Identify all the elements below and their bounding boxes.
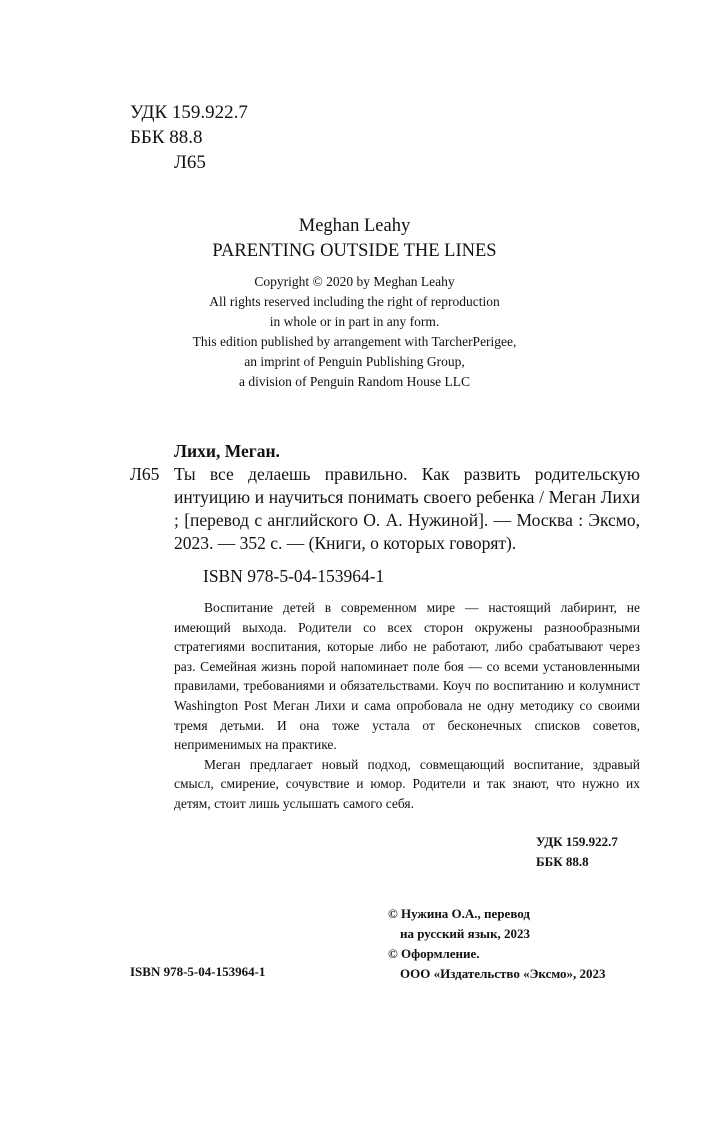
- classification-codes: [130, 100, 248, 175]
- copyright-line: All rights reserved including the right of reproduction: [209, 294, 500, 309]
- annotation-bbk: ББК 88.8: [536, 854, 589, 869]
- catalog-isbn: ISBN 978-5-04-153964-1: [203, 566, 385, 586]
- annotation-codes: [536, 832, 618, 872]
- original-author: Meghan Leahy: [298, 216, 411, 236]
- catalog-entry: [130, 463, 640, 555]
- catalog-description: Ты все делаешь правильно. Как развить родительскую интуицию и научиться понимать своего ребенка / Меган Лихи ; [перевод с английского О. А. Нужиной]. — Москва : Эксмо, 2023. — 352 с. — (Книги, о которых говорят).: [174, 464, 640, 553]
- design-copyright: © Оформление.: [388, 946, 480, 961]
- bbk-code: ББК 88.8: [130, 127, 203, 148]
- copyright-line: in whole or in part in any form.: [269, 314, 440, 329]
- author-code: Л65: [174, 152, 206, 173]
- translation-copyright-cont: на русский язык, 2023: [400, 926, 531, 941]
- original-edition: [0, 214, 709, 264]
- copyright-line: Copyright © 2020 by Meghan Leahy: [254, 274, 455, 289]
- annotation: [174, 598, 640, 814]
- annotation-paragraph: Меган предлагает новый подход, совмещающий воспитание, здравый смысл, смирение, сочувствие и юмор. Родители и так знают, что нужно их детям, стоит лишь услышать самого себя.: [174, 756, 640, 811]
- udk-code: УДК 159.922.7: [130, 102, 248, 123]
- imprint-notice: [388, 904, 606, 984]
- publisher-copyright: ООО «Издательство «Эксмо», 2023: [400, 966, 606, 981]
- catalog-record: [130, 440, 640, 588]
- annotation-udk: УДК 159.922.7: [536, 834, 618, 849]
- original-title: PARENTING OUTSIDE THE LINES: [212, 241, 497, 261]
- copyright-line: an imprint of Penguin Publishing Group,: [244, 354, 465, 369]
- copyright-line: a division of Penguin Random House LLC: [239, 374, 470, 389]
- catalog-code: Л65: [130, 464, 160, 484]
- copyright-line: This edition published by arrangement with TarcherPerigee,: [192, 334, 517, 349]
- annotation-paragraph: Воспитание детей в современном мире — настоящий лабиринт, не имеющий выхода. Родители со всех сторон окружены разнообразными стратегиями воспитания, которые либо не работают, либо срабатывают через раз. Семейная жизнь порой напоминает поле боя — со всеми установленными правилами, требованиями и обязательствами. Коуч по воспитанию и колумнист Washington Post Меган Лихи и сама опробовала не одну методику со своими тремя детьми. И она тоже устала от бесконечных списков советов, неприменимых на практике.: [174, 600, 640, 753]
- copyright-notice: [0, 272, 709, 392]
- translation-copyright: © Нужина О.А., перевод: [388, 906, 530, 921]
- catalog-author-heading: Лихи, Меган.: [174, 441, 280, 461]
- isbn-footer: ISBN 978-5-04-153964-1: [130, 964, 266, 979]
